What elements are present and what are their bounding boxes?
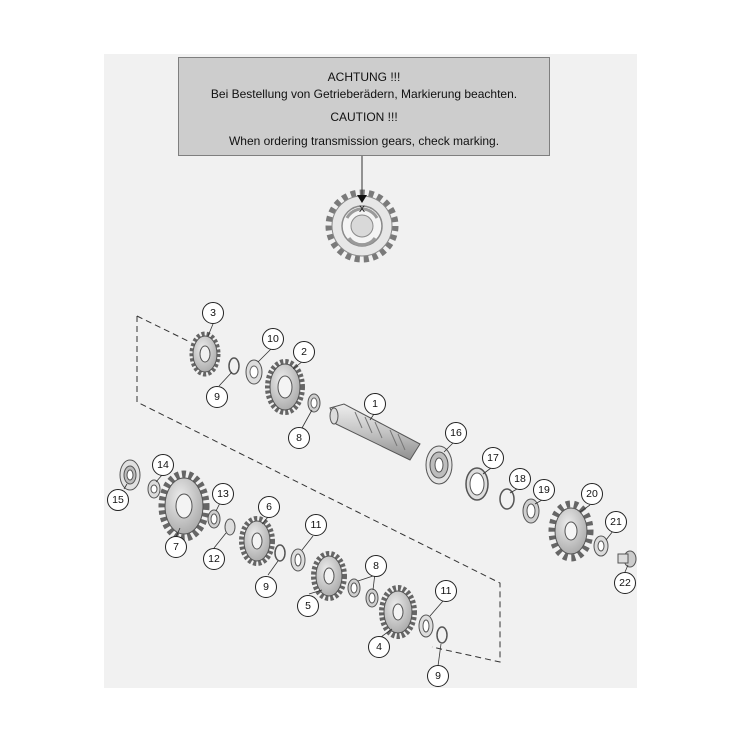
callout-18: 18 — [509, 468, 531, 490]
callout-11-lower: 11 — [435, 580, 457, 602]
caution-heading-en: CAUTION !!! — [330, 110, 398, 124]
callout-7: 7 — [165, 536, 187, 558]
spacer-sleeve-19 — [523, 499, 539, 523]
callout-15: 15 — [107, 489, 129, 511]
thrust-washer-11-middle — [291, 549, 305, 571]
washer-21 — [594, 536, 608, 556]
callout-13: 13 — [212, 483, 234, 505]
thrust-washer-11-lower — [419, 615, 433, 637]
callout-12: 12 — [203, 548, 225, 570]
callout-3: 3 — [202, 302, 224, 324]
callout-20: 20 — [581, 483, 603, 505]
callout-10: 10 — [262, 328, 284, 350]
callout-1: 1 — [364, 393, 386, 415]
caution-note — [178, 57, 550, 156]
callout-5: 5 — [297, 595, 319, 617]
callout-9-lower: 9 — [427, 665, 449, 687]
bearing-15 — [120, 460, 140, 490]
washer-12 — [225, 519, 235, 535]
callout-11-middle: 11 — [305, 514, 327, 536]
needle-bearing-13 — [208, 510, 220, 528]
callout-16: 16 — [445, 422, 467, 444]
needle-bearing-8a-lower — [348, 579, 360, 597]
callout-8-lower: 8 — [365, 555, 387, 577]
callout-9-middle: 9 — [255, 576, 277, 598]
callout-6: 6 — [258, 496, 280, 518]
washer-14 — [148, 480, 160, 498]
callout-9-upper: 9 — [206, 386, 228, 408]
callout-19: 19 — [533, 479, 555, 501]
callout-17: 17 — [482, 447, 504, 469]
callout-2: 2 — [293, 341, 315, 363]
caution-text-de: Bei Bestellung von Getrieberädern, Markierung beachten. — [210, 87, 518, 101]
needle-bearing-8b-lower — [366, 589, 378, 607]
callout-22: 22 — [614, 572, 636, 594]
thrust-washer-10 — [246, 360, 262, 384]
caution-heading-de: ACHTUNG !!! — [327, 70, 401, 84]
callout-4: 4 — [368, 636, 390, 658]
callout-21: 21 — [605, 511, 627, 533]
marking-label: X — [358, 204, 366, 214]
bearing-16 — [426, 446, 452, 484]
callout-14: 14 — [152, 454, 174, 476]
caution-text-en: When ordering transmission gears, check marking. — [228, 134, 500, 148]
needle-bearing-8-upper — [308, 394, 320, 412]
callout-8-upper: 8 — [288, 427, 310, 449]
